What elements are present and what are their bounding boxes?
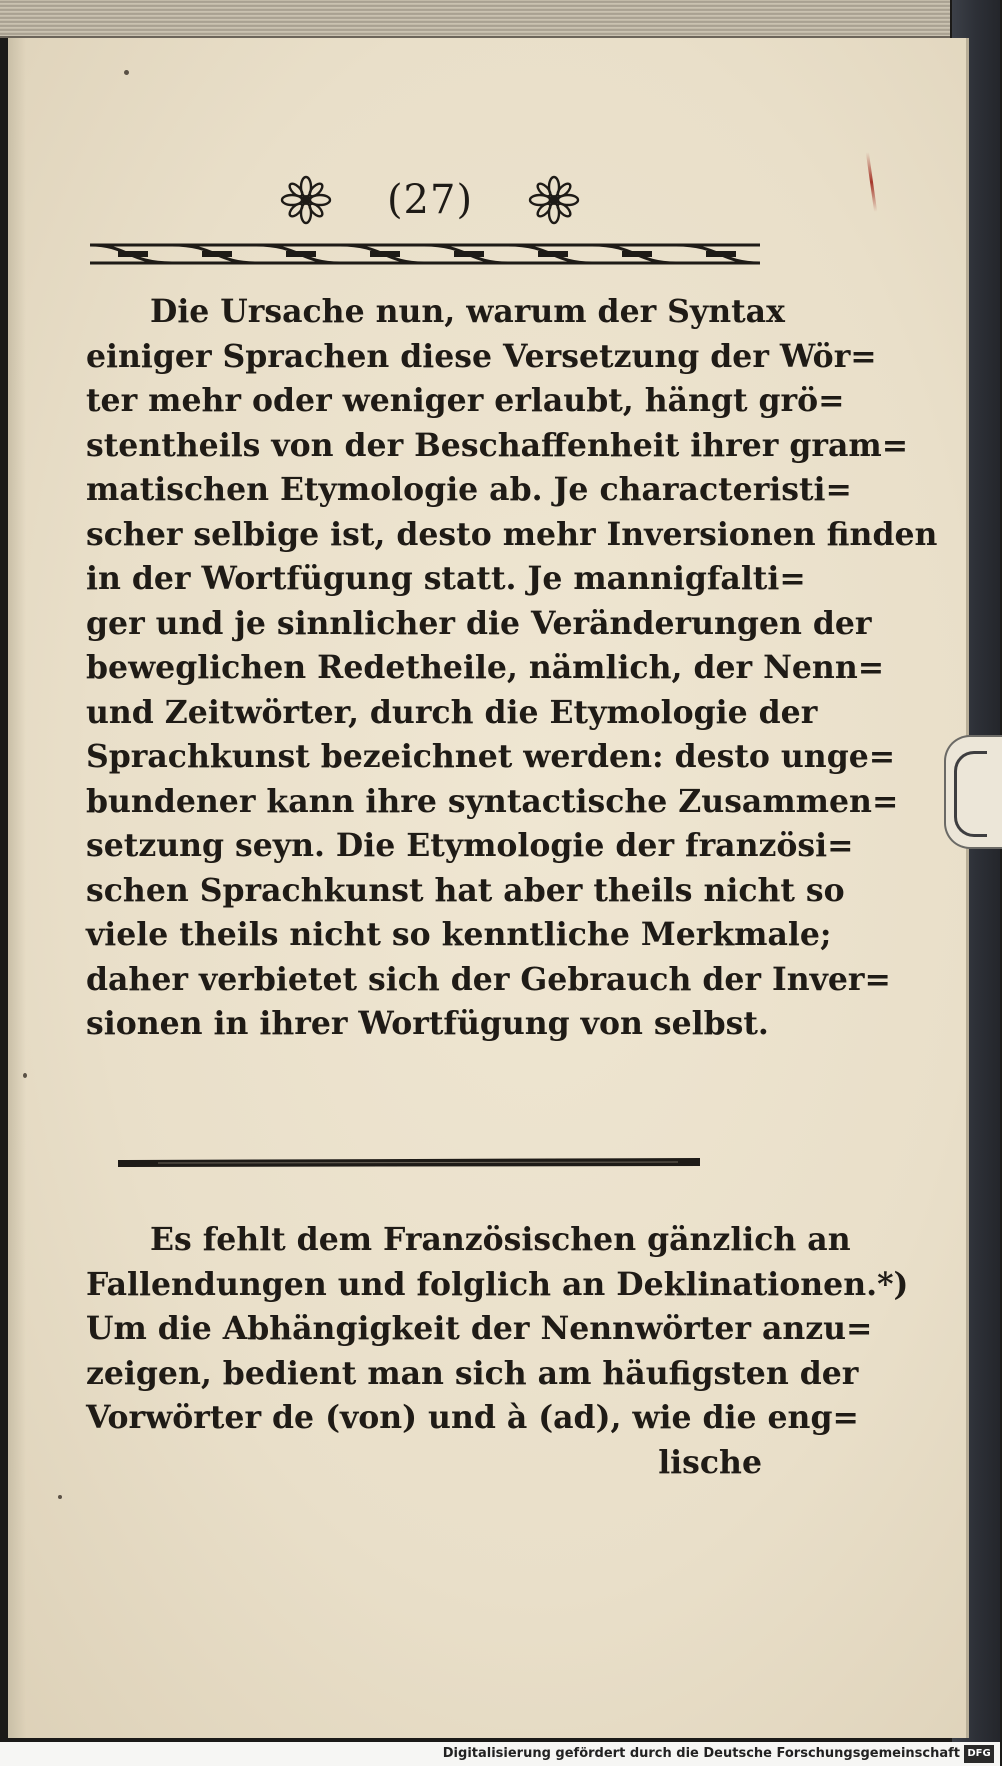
flower-ornament-left-icon bbox=[280, 175, 332, 225]
paper-speck bbox=[23, 1073, 27, 1078]
text-line: Sprachkunst bezeichnet werden: desto unge= bbox=[86, 738, 896, 775]
dfg-logo: DFG bbox=[964, 1745, 994, 1763]
footer-credit: Digitalisierung gefördert durch die Deutsche Forschungsgemeinschaft bbox=[442, 1746, 960, 1761]
text-line: beweglichen Redetheile, nämlich, der Nenn= bbox=[86, 649, 885, 686]
text-line: Vorwörter de (von) und à (ad), wie die eng= bbox=[86, 1399, 859, 1436]
flower-ornament-right-icon bbox=[528, 175, 580, 225]
text-line: ger und je sinnlicher die Veränderungen der bbox=[86, 604, 872, 642]
paragraph-2 bbox=[86, 1218, 909, 1485]
catchword: lische bbox=[658, 1443, 762, 1481]
text-line: schen Sprachkunst hat aber theils nicht so bbox=[86, 871, 845, 909]
text-line: Um die Abhängigkeit der Nennwörter anzu= bbox=[86, 1310, 873, 1347]
page-number: (27) bbox=[386, 177, 474, 223]
text-line: scher selbige ist, desto mehr Inversionen finden bbox=[86, 515, 938, 553]
text-line: einiger Sprachen diese Versetzung der Wör= bbox=[86, 337, 877, 375]
text-line: in der Wortfügung statt. Je mannigfalti= bbox=[86, 560, 806, 597]
clip-wire bbox=[954, 751, 987, 837]
text-line: matischen Etymologie ab. Je characteristi= bbox=[86, 471, 852, 508]
paragraph-1 bbox=[86, 290, 938, 1047]
page-header bbox=[280, 172, 580, 228]
decorative-border-rule bbox=[88, 233, 764, 273]
text-line: daher verbietet sich der Gebrauch der Inver= bbox=[86, 960, 891, 998]
section-divider-rule bbox=[118, 1155, 700, 1171]
text-line: stentheils von der Beschaffenheit ihrer gram= bbox=[86, 426, 909, 464]
text-line: zeigen, bedient man sich am häufigsten der bbox=[86, 1354, 859, 1392]
text-line: viele theils nicht so kenntliche Merkmale; bbox=[86, 916, 832, 953]
paper-speck bbox=[58, 1495, 62, 1499]
page-gutter bbox=[8, 38, 26, 1738]
book-top-edge bbox=[0, 0, 950, 38]
text-line: sionen in ihrer Wortfügung von selbst. bbox=[86, 1005, 769, 1042]
page-clip bbox=[944, 735, 1002, 849]
paper-speck bbox=[124, 70, 129, 75]
text-line: bundener kann ihre syntactische Zusammen= bbox=[86, 782, 899, 820]
text-line: und Zeitwörter, durch die Etymologie der bbox=[86, 693, 818, 731]
text-line: Die Ursache nun, warum der Syntax bbox=[150, 293, 785, 330]
digitization-footer bbox=[0, 1742, 1000, 1766]
text-line: setzung seyn. Die Etymologie der französi= bbox=[86, 827, 854, 864]
text-line: ter mehr oder weniger erlaubt, hängt grö= bbox=[86, 382, 845, 419]
text-line: Es fehlt dem Französischen gänzlich an bbox=[150, 1221, 851, 1258]
text-line: Fallendungen und folglich an Deklinationen.*) bbox=[86, 1265, 909, 1303]
